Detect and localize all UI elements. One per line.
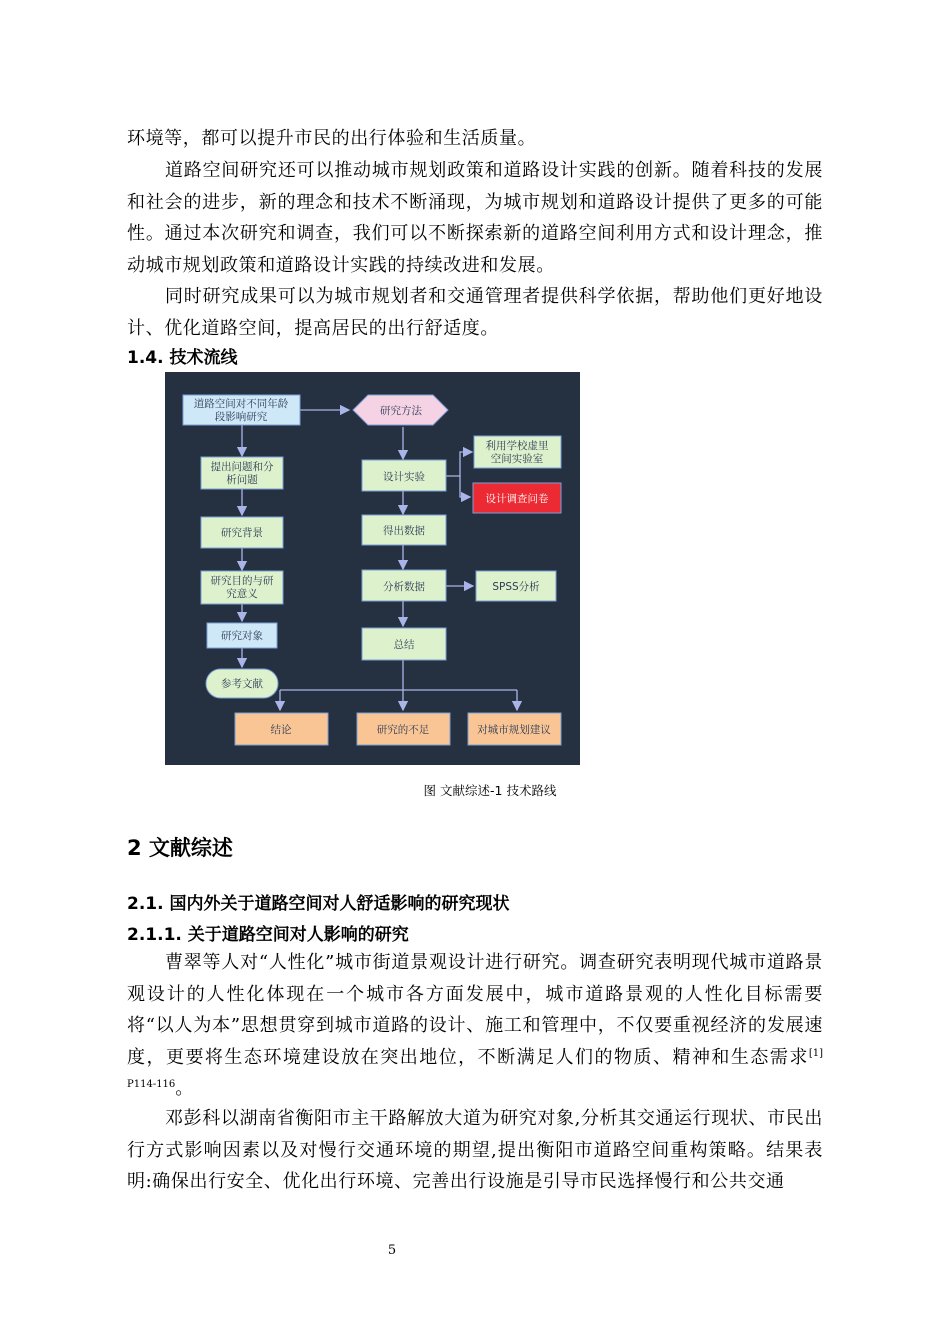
node-conclusion [235, 713, 328, 745]
node-experiment [362, 460, 446, 491]
svg-text:究意义: 究意义 [226, 588, 258, 600]
paragraph-end: 。 [175, 1078, 194, 1099]
node-summary [362, 628, 446, 660]
node-vr-lab [474, 436, 561, 468]
node-questionnaire [473, 483, 561, 513]
svg-text:研究的不足: 研究的不足 [376, 724, 430, 736]
page-number: 5 [387, 1243, 397, 1258]
paragraph: 环境等，都可以提升市民的出行体验和生活质量。 [127, 128, 537, 149]
svg-text:研究对象: 研究对象 [221, 630, 263, 642]
citation-ref: [1] P114-116 [127, 1047, 823, 1090]
paragraph: 道路空间研究还可以推动城市规划政策和道路设计实践的创新。随着科技的发展和社会的进步，新的理念和技术不断涌现，为城市规划和道路设计提供了更多的可能性。通过本次研究和调查，我们可以不断探索新的道路空间利用方式和设计理念，推动城市规划政策和道路设计实践的持续改进和发展。 [127, 160, 823, 276]
svg-text:参考文献: 参考文献 [221, 678, 263, 690]
svg-text:SPSS分析: SPSS分析 [492, 581, 540, 593]
svg-text:分析数据: 分析数据 [383, 581, 425, 593]
section-heading-2-1: 2.1. 国内外关于道路空间对人舒适影响的研究现状 [127, 894, 510, 914]
node-purpose [201, 571, 283, 604]
node-shortcoming [357, 713, 450, 745]
svg-text:道路空间对不同年龄: 道路空间对不同年龄 [193, 398, 289, 410]
node-problem [201, 457, 283, 489]
paragraph: 同时研究成果可以为城市规划者和交通管理者提供科学依据，帮助他们更好地设计、优化道路空间，提高居民的出行舒适度。 [127, 286, 823, 339]
node-topic [183, 395, 300, 425]
svg-text:得出数据: 得出数据 [383, 525, 425, 537]
node-spss [476, 571, 556, 601]
section-heading-2-1-1: 2.1.1. 关于道路空间对人影响的研究 [127, 925, 409, 945]
node-analyze [362, 570, 446, 601]
svg-text:结论: 结论 [270, 724, 292, 736]
paragraph: 邓彭科以湖南省衡阳市主干路解放大道为研究对象,分析其交通运行现状、市民出行方式影响因素以及对慢行交通环境的期望,提出衡阳市道路空间重构策略。结果表明:确保出行安全、优化出行环境、完善出行设施是引导市民选择慢行和公共交通 [127, 1108, 823, 1192]
node-suggestion [468, 713, 561, 745]
chapter-heading-2: 2 文献综述 [127, 836, 233, 860]
section-heading-1-4: 1.4. 技术流线 [127, 348, 238, 368]
svg-text:研究目的与研: 研究目的与研 [210, 575, 274, 587]
node-method [353, 395, 448, 425]
node-object [207, 623, 277, 648]
svg-text:提出问题和分: 提出问题和分 [210, 461, 274, 473]
svg-text:设计实验: 设计实验 [383, 471, 425, 483]
svg-text:设计调查问卷: 设计调查问卷 [485, 493, 549, 505]
svg-text:对城市规划建议: 对城市规划建议 [477, 724, 551, 736]
paragraph-text: 曹翠等人对“人性化”城市街道景观设计进行研究。调查研究表明现代城市道路景观设计的人性化体现在一个城市各方面发展中，城市道路景观的人性化目标需要将“以人为本”思想贯穿到城市道路的设计、施工和管理中，不仅要重视经济的发展速度，更要将生态环境建设放在突出地位，不断满足人们的物质、精神和生态需求 [127, 952, 823, 1068]
figure-caption: 图 文献综述-1 技术路线 [423, 783, 557, 798]
node-references [206, 669, 278, 698]
svg-text:利用学校虚里: 利用学校虚里 [485, 440, 549, 452]
paragraph [127, 947, 823, 1105]
node-data [362, 515, 446, 545]
svg-text:析问题: 析问题 [226, 474, 258, 486]
svg-text:总结: 总结 [393, 639, 415, 651]
technical-route-flowchart [165, 372, 580, 765]
node-background [201, 517, 283, 548]
svg-text:研究方法: 研究方法 [380, 405, 422, 417]
svg-text:研究背景: 研究背景 [221, 527, 263, 539]
svg-text:空间实验室: 空间实验室 [490, 453, 544, 465]
svg-text:段影响研究: 段影响研究 [214, 411, 268, 423]
